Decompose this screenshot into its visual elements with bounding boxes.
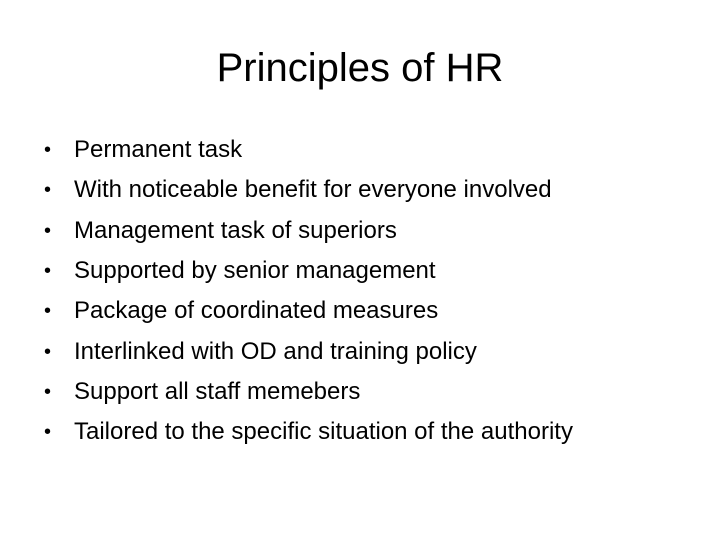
bullet-item	[44, 130, 573, 170]
bullet-text: With noticeable benefit for everyone involved	[74, 176, 552, 204]
bullet-item	[44, 251, 573, 291]
bullet-item	[44, 412, 573, 452]
bullet-point-icon: •	[44, 219, 52, 242]
bullet-point-icon: •	[44, 300, 52, 323]
bullet-point-icon: •	[44, 139, 52, 162]
bullet-point-icon: •	[44, 421, 52, 444]
bullet-point-icon: •	[44, 340, 52, 363]
bullet-text: Interlinked with OD and training policy	[74, 337, 477, 365]
slide-title: Principles of HR	[216, 46, 504, 90]
bullet-point-icon: •	[44, 260, 52, 283]
bullet-text: Package of coordinated measures	[74, 297, 439, 325]
bullet-text: Management task of superiors	[74, 216, 397, 244]
bullet-text: Support all staff memebers	[74, 377, 361, 405]
bullet-item	[44, 291, 573, 331]
bullet-text: Supported by senior management	[74, 257, 436, 285]
bullet-text: Tailored to the specific situation of the authority	[74, 418, 573, 446]
bullet-point-icon: •	[44, 179, 52, 202]
bullet-item	[44, 170, 573, 210]
bullet-item	[44, 372, 573, 412]
bullet-text: Permanent task	[74, 136, 243, 164]
bullet-item	[44, 331, 573, 371]
bullet-item	[44, 211, 573, 251]
bullet-list	[44, 130, 573, 452]
bullet-point-icon: •	[44, 380, 52, 403]
